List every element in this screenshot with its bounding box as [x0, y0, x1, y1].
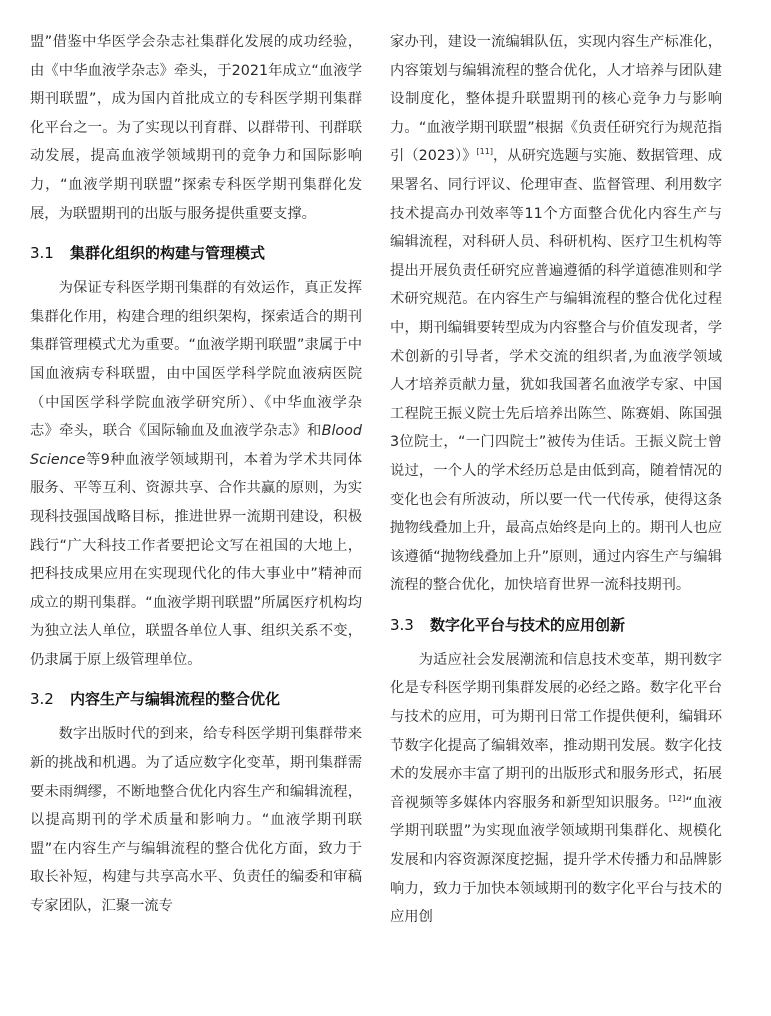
- reference-marker: [11]: [476, 147, 493, 157]
- paragraph-text: 家办刊，建设一流编辑队伍，实现内容生产标准化，内容策划与编辑流程的整合优化，人才培养与团队建设制度化，整体提升联盟期刊的核心竞争力与影响力。“血液学期刊联盟”根据《负责任研究行为规范指引（2023）》: [390, 34, 722, 165]
- journal-name-italic: Blood Science: [30, 423, 362, 468]
- section-heading-3-3: [390, 613, 722, 637]
- paragraph-organization: [30, 274, 362, 674]
- paragraph-text: ，从研究选题与实施、数据管理、成果署名、同行评议、伦理审查、监督管理、利用数字技术提高办刊效率等11个方面整合优化内容生产与编辑流程，对科研人员、科研机构、医疗卫生机构等提出开展负责任研究应普遍遵循的科学道德准则和学术研究规范。在内容生产与编辑流程的整合优化过程中，期刊编辑要转型成为内容整合与价值发现者，学术创新的引导者，学术交流的组织者,为血液学领域人才培养贡献力量，犹如我国著名血液学专家、中国工程院王振义院士先后培养出陈竺、陈赛娟、陈国强3位院士，“一门四院士”被传为佳话。王振义院士曾说过，一个人的学术经历总是由低到高，随着情况的变化也会有所波动，所以要一代一代传承，使得这条抛物线叠加上升，最高点始终是向上的。期刊人也应该遵循“抛物线叠加上升”原则，通过内容生产与编辑流程的整合优化，加快培育世界一流科技期刊。: [390, 148, 723, 594]
- section-title: 内容生产与编辑流程的整合优化: [70, 690, 281, 709]
- paragraph-digital-platform: [390, 646, 722, 932]
- section-title: 数字化平台与技术的应用创新: [430, 615, 626, 634]
- section-number: 3.2: [30, 690, 54, 709]
- right-column: [390, 28, 722, 932]
- section-heading-3-1: [30, 241, 362, 265]
- paragraph-content-production: 数字出版时代的到来，给专科医学期刊集群带来新的挑战和机遇。为了适应数字化变革，期刊集群需要未雨绸缪，不断地整合优化内容生产和编辑流程，以提高期刊的学术质量和影响力。“血液学期刊联盟”在内容生产与编辑流程的整合优化方面，致力于取长补短，构建与共享高水平、负责任的编委和审稿专家团队，汇聚一流专: [30, 726, 362, 915]
- reference-marker: [12]: [668, 794, 686, 804]
- section-title: 集群化组织的构建与管理模式: [70, 244, 266, 263]
- paragraph-text: 等9种血液学领域期刊，本着为学术共同体服务、平等互利、资源共享、合作共赢的原则，为实现科技强国战略目标，推进世界一流期刊建设，积极践行“广大科技工作者要把论文写在祖国的大地上，把科技成果应用在实现现代化的伟大事业中”精神而成立的期刊集群。“血液学期刊联盟”所属医疗机构均为独立法人单位，联盟各单位人事、组织关系不变，仍隶属于原上级管理单位。: [30, 451, 362, 668]
- left-column: [30, 28, 362, 921]
- paragraph-text: “血液学期刊联盟”为实现血液学领域期刊集群化、规模化发展和内容资源深度挖掘，提升学术传播力和品牌影响力，致力于加快本领域期刊的数字化平台与技术的应用创: [390, 794, 722, 926]
- section-heading-3-2: [30, 687, 362, 711]
- paragraph-text: 为保证专科医学期刊集群的有效运作，真正发挥集群化作用，构建合理的组织架构，探索适合的期刊集群管理模式尤为重要。“血液学期刊联盟”隶属于中国血液病专科联盟，由中国医学科学院血液病医院（中国医学科学院血液学研究所）、《中华血液学杂志》牵头，联合《国际输血及血液学杂志》和: [30, 280, 362, 440]
- paragraph-continuation: [390, 28, 722, 600]
- paragraph-continuation: 盟”借鉴中华医学会杂志社集群化发展的成功经验，由《中华血液学杂志》牵头，于2021年成立“血液学期刊联盟”，成为国内首批成立的专科医学期刊集群化平台之一。为了实现以刊育群、以群带刊、刊群联动发展，提高血液学领域期刊的竞争力和国际影响力，“血液学期刊联盟”探索专科医学期刊集群化发展，为联盟期刊的出版与服务提供重要支撑。: [30, 34, 362, 222]
- section-number: 3.1: [30, 244, 54, 263]
- paragraph-text: 为适应社会发展潮流和信息技术变革，期刊数字化是专科医学期刊集群发展的必经之路。数字化平台与技术的应用，可为期刊日常工作提供便利，编辑环节数字化提高了编辑效率，推动期刊发展。数字化技术的发展亦丰富了期刊的出版形式和服务形式，拓展音视频等多媒体内容服务和新型知识服务。: [390, 651, 722, 811]
- section-number: 3.3: [390, 615, 414, 634]
